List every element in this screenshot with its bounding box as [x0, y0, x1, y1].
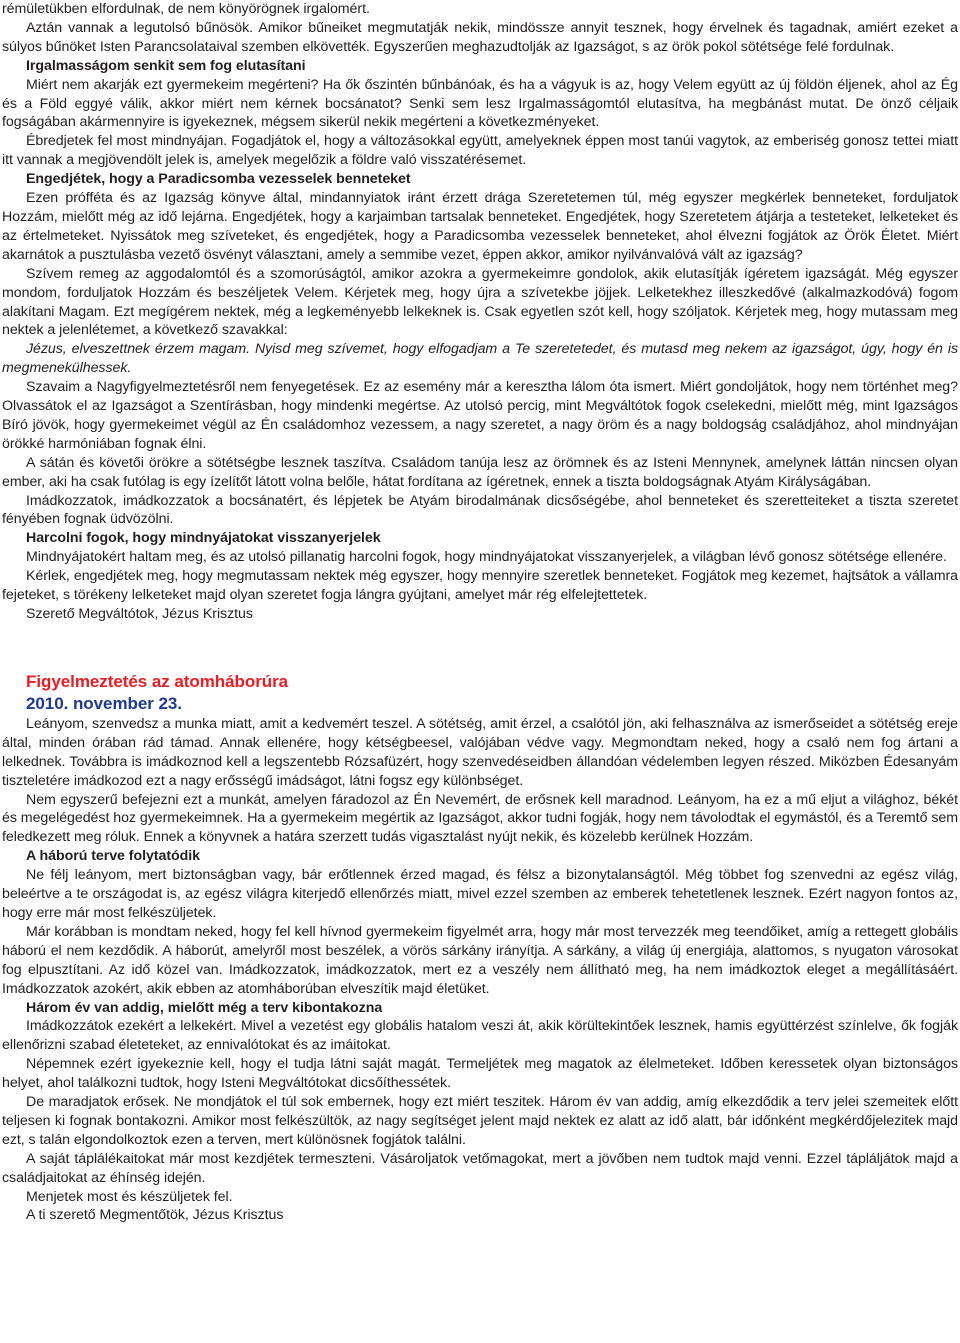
paragraph: Imádkozzátok ezekért a lelkekért. Mivel a vezetést egy globális hatalom veszi át, akik körültekintőek lesznek, hamis együttérzést színlelve, ők fogják ellenőrizni szabad életeteket, az ennivalótokat és az imáitokat.	[2, 1018, 958, 1054]
paragraph: Ne félj leányom, mert biztonságban vagy, bár erőtlennek érzed magad, és félsz a bizonytalanságtól. Még többet fog szenvedni az egész világ, beleértve a te országodat is, az egész világra kiterjedő ellenőrzés miatt, mivel ezzel szemben az emberek tehetetlenek lesznek. Ezért nagyon fontos az, hogy erre már most felkészüljetek.	[2, 867, 958, 921]
paragraph: rémületükben elfordulnak, de nem könyörögnek irgalomért.	[2, 1, 370, 17]
subheading: Irgalmasságom senkit sem fog elutasítani	[26, 57, 306, 74]
paragraph: Aztán vannak a legutolsó bűnösök. Amikor bűneiket megmutatják nekik, mindössze annyit tesznek, hogy érvelnek és tagadnak, amiért ezeket a súlyos bűnöket Isten Parancsolataival szemben elkövették. Egyszerűen meghazudtolják az Igazságot, s az örök pokol sötétsége felé fordulnak.	[2, 19, 958, 55]
document-page	[2, 0, 958, 1225]
closing-line: Menjetek most és készüljetek fel.	[26, 1188, 233, 1205]
paragraph: Mindnyájatokért haltam meg, és az utolsó pillanatig harcolni fogok, hogy mindnyájatokat visszanyerjelek, a világban lévő gonosz sötétsége ellenére.	[26, 549, 947, 566]
paragraph: Szívem remeg az aggodalomtól és a szomorúságtól, amikor azokra a gyermekeimre gondolok, akik elutasítják ígéretem igazságát. Még egyszer mondom, forduljatok Hozzám és beszéljetek Velem. Kérjetek meg, hogy újra a szívetekbe jöjjek. Lelketekhez illeszkedővé (alkalmazkodóvá) fogom alakítani Magam. Ezt megígérem nektek, még a legkeményebb lelkeknek is. Csak egyetlen szót kell, hogy szóljatok. Kérjetek meg, hogy mutassam meg nektek a jelenlétemet, a következő szavakkal:	[2, 265, 958, 339]
subheading: Engedjétek, hogy a Paradicsomba vezesselek benneteket	[26, 171, 411, 188]
signature-line: A ti szerető Megmentőtök, Jézus Krisztus	[26, 1207, 284, 1224]
paragraph: Imádkozzatok, imádkozzatok a bocsánatért, és lépjetek be Atyám birodalmának dicsőségébe, ahol benneteket és szeretteiteket a tiszta szeretet fényében fognak üdvözölni.	[2, 492, 958, 528]
paragraph: Népemnek ezért igyekeznie kell, hogy el tudja látni saját magát. Termeljétek meg magatok az élelmeteket. Időben keressetek olyan biztonságos helyet, ahol találkozni tudtok, hogy Isteni Megváltótokat dicsőíthessétek.	[2, 1056, 958, 1092]
paragraph: Ébredjetek fel most mindnyájan. Fogadjátok el, hogy a változásokkal együtt, amelyeknek éppen most tanúi vagytok, az emberiség gonosz tettei miatt itt vannak a megjövendölt jelek is, amelyek megelőzik a földre való visszatérésemet.	[2, 133, 958, 169]
signature-line: Szerető Megváltótok, Jézus Krisztus	[26, 606, 253, 622]
subheading: Harcolni fogok, hogy mindnyájatokat visszanyerjelek	[26, 530, 381, 547]
paragraph: Leányom, szenvedsz a munka miatt, amit a kedvemért teszel. A sötétség, amit érzel, a csalótól jön, aki felhasználva az ismerőseidet a sötétség ereje által, minden órában rád támad. Annak ellenére, hogy kétségbeesel, valójában védve vagy. Megmondtam neked, hogy a csaló nem fog ártani a lelkednek. Továbbra is imádkoznod kell a legszentebb Rózsafüzért, hogy szenvedéseidben állandóan védelemben legyen részed. Miközben Édesanyám tiszteletére imádkozod ezt a nagy erősségű imádságot, látni fogsz egy különbséget.	[2, 715, 958, 789]
subheading: A háború terve folytatódik	[26, 848, 200, 865]
paragraph: De maradjatok erősek. Ne mondjátok el túl sok embernek, hogy ezt miért teszitek. Három év van addig, amíg elkezdődik a terv jelei szemeitek előtt teljesen ki fognak bontakozni. Amikor most felkészültök, az nagy segítséget jelent majd nektek ez alatt az idő alatt, bár időnként megkérdőjelezitek majd ezt, s talán elgondolkoztok ezen a terven, mert különösnek fogjátok találni.	[2, 1094, 958, 1148]
paragraph: Nem egyszerű befejezni ezt a munkát, amelyen fáradozol az Én Nevemért, de erősnek kell maradnod. Leányom, ha ez a mű eljut a világhoz, békét és megelégedést hoz gyermekeimnek. Ha a gyermekeim megértik az Igazságot, akkor tudni fogják, hogy nem távolodtak el egymástól, és a Teremtő sem feledkezett meg róluk. Ennek a könyvnek a határa szerzett tudás vigasztalást nyújt nekik, és közelebb kerülnek Hozzám.	[2, 791, 958, 846]
paragraph: A saját táplálékaitokat már most kezdjétek termeszteni. Vásároljatok vetőmagokat, mert a jövőben nem tudtok majd venni. Ezzel tápláljátok majd a családjaitokat az éhínség idején.	[2, 1150, 958, 1186]
section-title: Figyelmeztetés az atomháborúra	[26, 671, 289, 691]
prayer-paragraph: Jézus, elveszettnek érzem magam. Nyisd meg szívemet, hogy elfogadjam a Te szeretetedet, és mutasd meg nekem az igazságot, úgy, hogy én is megmenekülhessek.	[2, 341, 958, 377]
section-gap	[2, 624, 958, 670]
paragraph: Szavaim a Nagyfigyelmeztetésről nem fenyegetések. Ez az esemény már a keresztha lálom óta ismert. Miért gondoljátok, hogy nem történhet meg? Olvassátok el az Igazságot a Szentírásban, hogy mindenki megértse. Az utolsó percig, mint Megváltótok fogok cselekedni, mielőtt még, mint Igazságos Bíró jövök, hogy gyermekeimet végül az Én családomhoz vezessem, a nagy szeretet, a nagy öröm és a nagy boldogság családjához, ahol mindnyájan örökké harmóniában fognak élni.	[2, 379, 958, 452]
paragraph: Miért nem akarják ezt gyermekeim megérteni? Ha ők őszintén bűnbánóak, és ha a vágyuk is az, hogy Velem együtt az új földön éljenek, ahol az Ég és a Föld eggyé válik, akkor miért nem kérnek bocsánatot? Senki sem lesz Irgalmasságomtól elutasítva, ha megbánást mutat. De önző céljaik fogságában akármennyire is igyekeznek, mégsem sikerül nekik megérteni a következményeket.	[2, 76, 958, 131]
section-date: 2010. november 23.	[26, 693, 182, 713]
paragraph: A sátán és követői örökre a sötétségbe lesznek taszítva. Családom tanúja lesz az örömnek és az Isteni Mennynek, amelynek láttán nincsen olyan ember, aki ha csak futólag is egy ízelítőt látott volna belőle, hátat fordítana az ígéretnek, ennek a tiszta boldogságnak Atyám Királyságában.	[2, 454, 958, 490]
paragraph: Már korábban is mondtam neked, hogy fel kell hívnod gyermekeim figyelmét arra, hogy már most tervezzék meg teendőiket, amíg a rettegett globális háború el nem kezdődik. A háborút, amelyről most beszélek, a vörös sárkány irányítja. A sárkány, a világ új energiája, alattomos, s nyugaton városokat fog elpusztítani. Az idő közel van. Imádkozzatok, imádkozzatok, mert ez a veszély nem állítható meg, ha nem imádkoztok eleget a megállításáért. Imádkozzatok azokért, akik ebben az atomháborúban elveszítik majd életüket.	[2, 923, 958, 997]
paragraph: Kérlek, engedjétek meg, hogy megmutassam nektek még egyszer, hogy mennyire szeretlek benneteket. Fogjátok meg kezemet, hajtsátok a vállamra fejeteket, s törékeny lelketeket majd olyan szeretet fogja lángra gyújtani, amelyet már rég elfelejtettetek.	[2, 568, 958, 604]
subheading: Három év van addig, mielőtt még a terv kibontakozna	[26, 999, 383, 1016]
paragraph: Ezen prófféta és az Igazság könyve által, mindannyiatok iránt érzett drága Szeretetemen túl, még egyszer megkérlek benneteket, forduljatok Hozzám, mielőtt még az idő lejárna. Engedjétek, hogy a karjaimban tartsalak benneteket. Engedjétek, hogy Szeretetem átjárja a testeteket, lelketeket és az értelmeteket. Nyissátok meg szíveteket, és engedjétek, hogy a Paradicsomba vezesselek benneteket, ahol élvezni fogjátok az Örök Életet. Miért akarnátok a pusztulásba vezető ösvényt választani, amely a semmibe vezet, éppen akkor, amikor nyilvánvalóvá vált az igazság?	[2, 190, 958, 263]
